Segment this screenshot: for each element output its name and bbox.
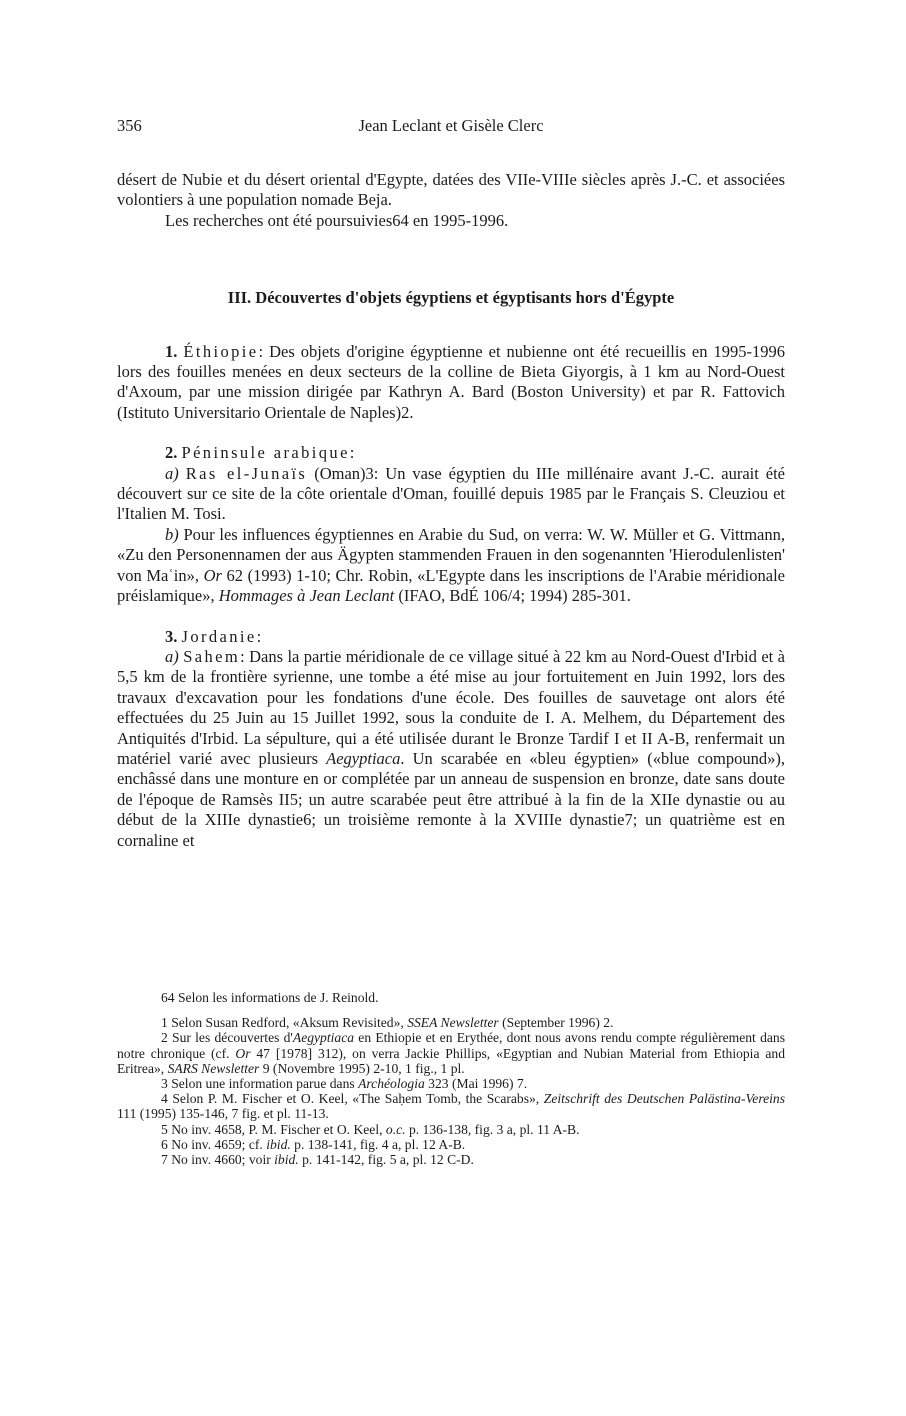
page-number: 356 bbox=[117, 116, 142, 135]
footnote-5: 5 No inv. 4658, P. M. Fischer et O. Keel, o.c. p. 136-138, fig. 3 a, pl. 11 A-B. bbox=[161, 1121, 580, 1137]
item-number: 1. bbox=[165, 341, 178, 361]
intro-paragraph-2: Les recherches ont été poursuivies64 en 1995-1996. bbox=[165, 210, 509, 230]
subitem-label: a) bbox=[165, 646, 179, 666]
running-head-authors: Jean Leclant et Gisèle Clerc bbox=[358, 116, 544, 135]
footnote-64: 64 Selon les informations de J. Reinold. bbox=[161, 990, 379, 1005]
running-header bbox=[117, 116, 785, 142]
item-text: : Des objets d'origine égyptienne et nubienne ont été recueillis en 1995-1996 lors des fouilles menées en deux secteurs de la colline de Bieta Giyorgis, à 1 km au Nord-Ouest d'Axoum, par une mission dirigée par Kathryn A. Bard (Boston University) et par R. Fattovich (Istituto Universitario Orientale de Naples)2. bbox=[117, 341, 785, 422]
item-number: 3. bbox=[165, 626, 178, 646]
footnote-1: 1 Selon Susan Redford, «Aksum Revisited», SSEA Newsletter (September 1996) 2. bbox=[161, 1015, 614, 1031]
subitem-label: b) bbox=[165, 524, 179, 544]
section-2-heading bbox=[117, 443, 785, 463]
subitem-text: : Dans la partie méridionale de ce village situé à 22 km au Nord-Ouest d'Irbid et à 5,5 km de la frontière syrienne, une tombe a été mise au jour fortuitement en Juin 1992, lors des travaux d'excavation pour les fondations d'une école. Des fouilles de sauvetage ont alors été effectuées du 25 Juin au 15 Juillet 1992, sous la conduite de I. A. Melhem, du Département des Antiquités d'Irbid. La sépulture, qui a été utilisée durant le Bronze Tardif I et II A-B, renfermait un matériel varié avec plusieurs bbox=[117, 646, 785, 768]
section-title: III. Découvertes d'objets égyptiens et égyptisants hors d'Égypte bbox=[227, 288, 675, 308]
section-2a-paragraph bbox=[117, 464, 785, 525]
item-number: 2. bbox=[165, 443, 178, 463]
footnote-2: 2 Sur les découvertes d'Aegyptiaca en Ethiopie et en Erythée, dont nous avons rendu compte régulièrement dans notre chronique (cf. Or 47 [1978] 312), on verra Jackie Phillips, «Egyptian and Nubian Material from Ethiopia and Eritrea», SARS Newsletter 9 (Novembre 1995) 2-10, 1 fig., 1 pl. bbox=[117, 1030, 785, 1076]
section-3-heading bbox=[117, 627, 785, 647]
footnote-7: 7 No inv. 4660; voir ibid. p. 141-142, fig. 5 a, pl. 12 C-D. bbox=[161, 1152, 474, 1168]
book-title: Hommages à Jean Leclant bbox=[218, 586, 395, 606]
subitem-heading: Sahem bbox=[183, 646, 241, 666]
footnotes bbox=[117, 990, 785, 1167]
subitem-label: a) bbox=[165, 463, 179, 483]
subitem-heading: Ras el-Junaïs bbox=[185, 463, 308, 483]
subitem-text: (IFAO, BdÉ 106/4; 1994) 285-301. bbox=[394, 586, 631, 606]
journal-title: Or bbox=[203, 565, 222, 585]
subitem-text: (Oman)3: Un vase égyptien du IIIe millénaire avant J.-C. aurait été découvert sur ce site de la côte orientale d'Oman, fouillé depuis 1985 par le Français S. Cleuziou et l'Italien M. Tosi. bbox=[117, 463, 786, 524]
body-text bbox=[117, 170, 785, 851]
section-1-ethiopie bbox=[117, 342, 785, 424]
page bbox=[117, 116, 785, 851]
item-heading: Péninsule arabique: bbox=[181, 443, 357, 463]
footnote-3: 3 Selon une information parue dans Archéologia 323 (Mai 1996) 7. bbox=[161, 1076, 528, 1092]
item-heading: Jordanie: bbox=[181, 626, 264, 646]
subitem-text: 62 (1993) 1-10; Chr. Robin, «L'Egypte dans les inscriptions de l'Arabie méridionale préislamique», bbox=[117, 565, 785, 606]
subitem-text: Pour les influences égyptiennes en Arabie du Sud, on verra: W. W. Müller et G. Vittmann, «Zu den Personennamen der aus Ägypten stammenden Frauen in den sogenannten 'Hierodulenlisten' von Maʿin», bbox=[117, 524, 785, 585]
item-heading: Éthiopie bbox=[183, 341, 259, 361]
subitem-text: . Un scarabée en «bleu égyptien» («blue compound»), enchâssé dans une monture en or complétée par un anneau de suspension en bronze, date sans doute de l'époque de Ramsès II5; un autre scarabée peut être attribué à la fin de la XIIe dynastie ou au début de la XIIIe dynastie6; un troisième remonte à la XVIIIe dynastie7; un quatrième est en cornaline et bbox=[117, 748, 785, 850]
term-italic: Aegyptiaca bbox=[326, 748, 401, 768]
footnote-4: 4 Selon P. M. Fischer et O. Keel, «The Saḥem Tomb, the Scarabs», Zeitschrift des Deutschen Palästina-Vereins 111 (1995) 135-146, 7 fig. et pl. 11-13. bbox=[117, 1091, 785, 1122]
section-2b-paragraph bbox=[117, 525, 785, 607]
intro-paragraph: désert de Nubie et du désert oriental d'Egypte, datées des VIIe-VIIIe siècles après J.-C. et associées volontiers à une population nomade Beja. bbox=[117, 170, 785, 210]
footnote-6: 6 No inv. 4659; cf. ibid. p. 138-141, fig. 4 a, pl. 12 A-B. bbox=[161, 1136, 466, 1152]
section-3a-paragraph bbox=[117, 647, 785, 851]
